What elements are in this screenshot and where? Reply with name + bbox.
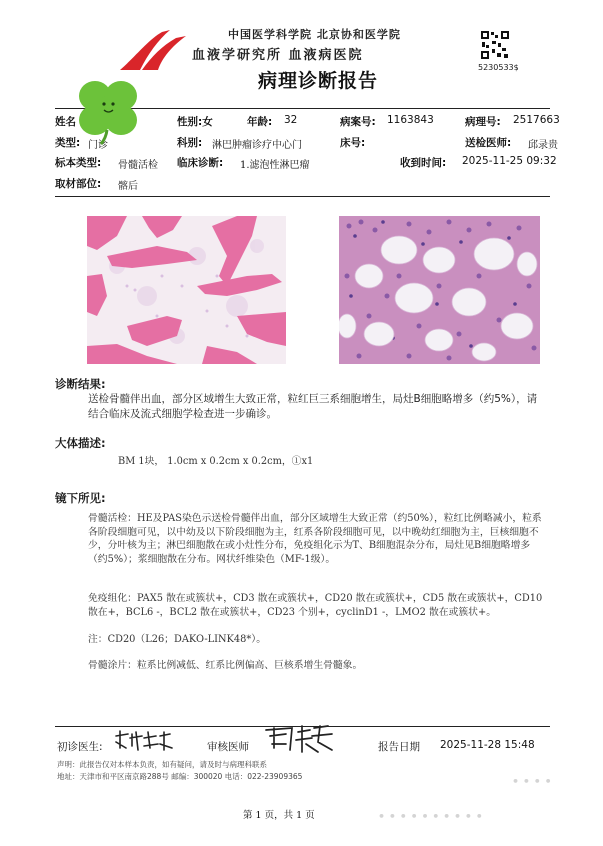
clinical-dx-label: 临床诊断:: [177, 157, 224, 169]
name-label: 姓名: [55, 116, 76, 128]
dept-value: 淋巴肿瘤诊疗中心门: [212, 140, 302, 151]
review-doctor-signature: [262, 722, 336, 756]
age-value: 32: [284, 114, 298, 126]
type-value: 门诊: [88, 140, 108, 151]
type-label: 类型:: [55, 137, 81, 149]
initial-doctor-signature: [112, 728, 174, 754]
specimen-type-value: 骨髓活检: [118, 160, 158, 171]
initial-doctor-label: 初诊医生:: [57, 741, 103, 753]
doctor-label: 送检医师:: [465, 137, 512, 149]
microscopy-title: 镜下所见:: [55, 491, 106, 505]
age-label: 年龄:: [247, 116, 273, 128]
site-label: 取材部位:: [55, 178, 102, 190]
watermark-top: • • • •: [512, 775, 552, 788]
hospital-name-line1: 中国医学科学院 北京协和医学院: [228, 28, 401, 41]
microscopy-para3: 骨髓涂片：粒系比例减低、红系比例偏高、巨核系增生骨髓象。: [88, 660, 363, 671]
gross-text: BM 1块， 1.0cm x 0.2cm x 0.2cm，①x1: [118, 456, 314, 467]
histology-image-high-power: [339, 216, 540, 364]
review-doctor-label: 审核医师: [207, 741, 249, 753]
hospital-name-line2: 血液学研究所 血液病医院: [192, 48, 364, 63]
barcode-number: 5230533$: [478, 63, 519, 72]
microscopy-para2: 免疫组化：PAX5 散在或簇状+，CD3 散在或簇状+，CD20 散在或簇状+，CD5 散在或簇状+，CD10 散在+，BCL6 -，BCL2 散在或簇状+，CD23 个别+，cyclinD1 -，LMO2 散在或簇状+。: [88, 593, 543, 618]
path-no-value: 2517663: [513, 114, 560, 126]
qr-code-icon: [480, 30, 510, 60]
bed-label: 床号:: [340, 137, 366, 149]
doctor-value: 邱录贵: [528, 140, 558, 151]
path-no-label: 病理号:: [465, 116, 501, 128]
histology-image-low-power: [87, 216, 286, 364]
specimen-type-label: 标本类型:: [55, 157, 102, 169]
clinical-dx-value: 1.滤泡性淋巴瘤: [240, 160, 310, 171]
report-date-value: 2025-11-28 15:48: [440, 739, 535, 751]
dept-label: 科别:: [177, 137, 203, 149]
page-indicator: 第 1 页，共 1 页: [243, 810, 315, 821]
gross-title: 大体描述:: [55, 436, 106, 450]
case-no-value: 1163843: [387, 114, 434, 126]
footer-statement: 声明：此报告仅对本样本负责，如有疑问，请及时与病理科联系: [57, 760, 267, 769]
case-no-label: 病案号:: [340, 116, 376, 128]
microscopy-para1: 骨髓活检：HE及PAS染色示送检骨髓伴出血，部分区域增生大致正常（约50%），粒红比例略减小，粒系各阶段细胞可见，以中幼及以下阶段细胞为主，红系各阶段细胞可见，以中晚幼红细胞为主，巨核细胞不少，分叶核为主；淋巴细胞散在或小灶性分布，免疫组化示为T、B细胞混杂分布，局灶见B细胞略增多（约5%）；浆细胞散在分布。网状纤维染色（MF-1级）。: [88, 513, 542, 565]
received-label: 收到时间:: [400, 157, 447, 169]
report-date-label: 报告日期: [378, 741, 420, 753]
info-rule: [55, 196, 550, 197]
report-title: 病理诊断报告: [258, 70, 379, 92]
microscopy-note: 注：CD20（L26；DAKO-LINK48*）。: [88, 634, 266, 645]
site-value: 髂后: [118, 181, 138, 192]
footer-address: 地址：天津市和平区南京路288号 邮编：300020 电话：022-23909365: [57, 772, 303, 781]
received-value: 2025-11-25 09:32: [462, 155, 557, 167]
diagnosis-title: 诊断结果:: [55, 377, 106, 391]
hospital-logo: [118, 26, 188, 72]
watermark-bottom: • • • • • • • • • •: [378, 810, 483, 823]
gender-field: 性别:女: [177, 116, 213, 128]
diagnosis-text: 送检骨髓伴出血，部分区域增生大致正常，粒红巨三系细胞增生，局灶B细胞略增多（约5%），请结合临床及流式细胞学检查进一步确诊。: [88, 393, 538, 420]
clover-sticker-icon: [73, 74, 143, 146]
